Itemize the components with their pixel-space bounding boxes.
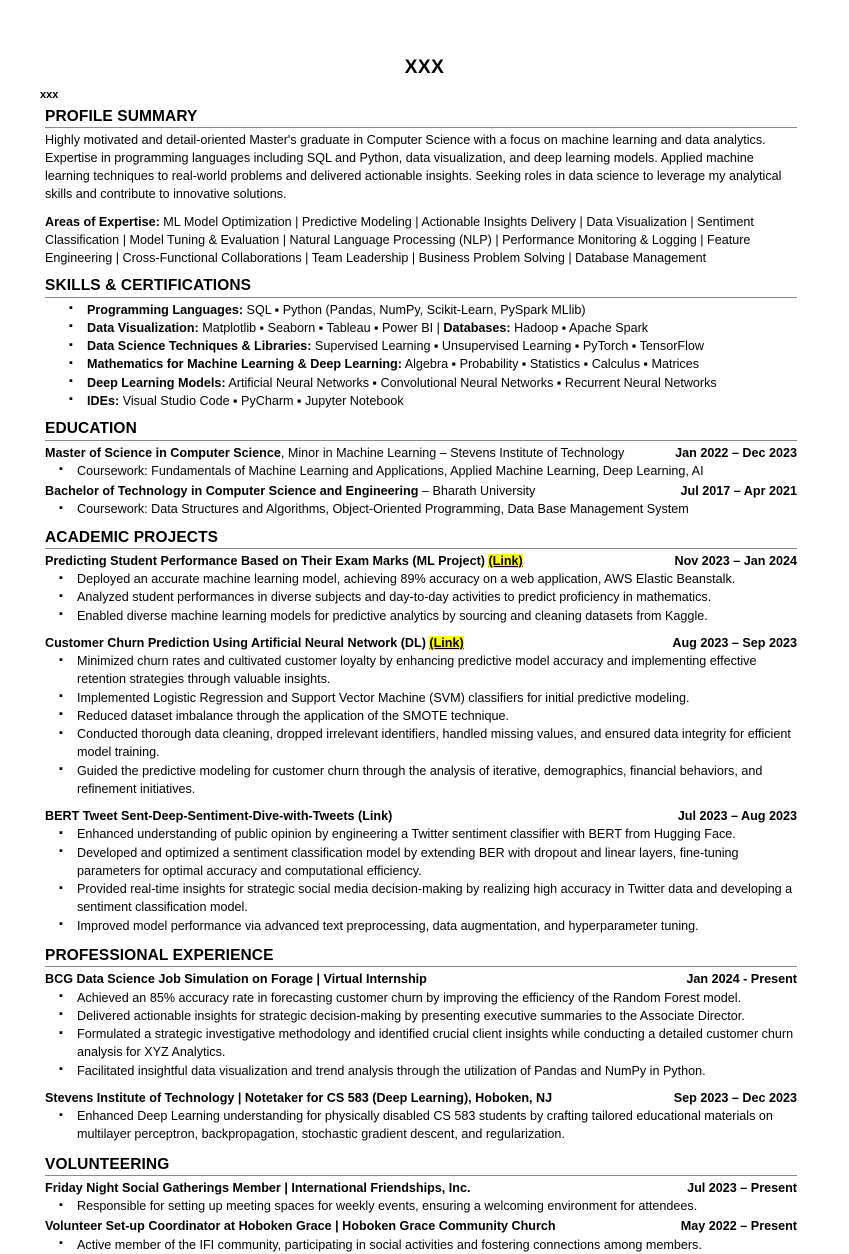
- list-item: [45, 374, 797, 392]
- list-item: ▪ Responsible for setting up meeting spaces for weekly events, ensuring a welcoming environment for attendees.: [45, 1197, 797, 1215]
- volunteering-bullets: [45, 1236, 797, 1254]
- skill-value: Supervised Learning ▪ Unsupervised Learning ▪ PyTorch ▪ TensorFlow: [311, 339, 705, 354]
- skill-label: Deep Learning Models:: [87, 375, 226, 390]
- list-item: ▪ Analyzed student performances in diverse subjects and day-to-day activities to predict proficiency in mathematics.: [45, 588, 797, 606]
- skill-label: Data Science Techniques & Libraries:: [87, 339, 312, 354]
- volunteering-title: Volunteer Set-up Coordinator at Hoboken Grace | Hoboken Grace Community Church: [45, 1219, 556, 1234]
- section-heading-education: EDUCATION: [45, 419, 797, 440]
- experience-entry: [45, 970, 797, 1080]
- education-entry: [45, 482, 797, 519]
- experience-bullets: [45, 989, 797, 1080]
- project-entry: [45, 807, 797, 935]
- project-date: Nov 2023 – Jan 2024: [674, 553, 797, 568]
- experience-bullets: [45, 1107, 797, 1144]
- skill-label: Data Visualization:: [87, 320, 199, 335]
- project-bullets: [45, 825, 797, 935]
- project-title: [45, 552, 664, 570]
- education-entry: [45, 444, 797, 481]
- list-item: ▪ Guided the predictive modeling for customer churn through the analysis of iterative, demographics, financial behaviors, and refinement initiatives.: [45, 762, 797, 799]
- list-item: ▪ Formulated a strategic investigative methodology and identified crucial client insights while conducting a detailed customer churn analysis for XYZ Analytics.: [45, 1025, 797, 1062]
- entry-header: [45, 1089, 797, 1107]
- skill-value: Algebra ▪ Probability ▪ Statistics ▪ Calculus ▪ Matrices: [401, 357, 700, 372]
- list-item: [45, 392, 797, 410]
- project-bullets: [45, 570, 797, 625]
- list-item: ▪ Developed and optimized a sentiment classification model by extending BER with dropout and linear layers, fine-tuning parameters for optimal accuracy and computational efficiency.: [45, 844, 797, 881]
- entry-header: [45, 634, 797, 652]
- entry-header: [45, 552, 797, 570]
- contact-line: xxx: [40, 88, 59, 101]
- section-education: [45, 419, 797, 518]
- education-date: Jul 2017 – Apr 2021: [680, 484, 797, 499]
- skill-value: Matplotlib ▪ Seaborn ▪ Tableau ▪ Power BI |: [198, 320, 444, 335]
- volunteering-title: Friday Night Social Gatherings Member | International Friendships, Inc.: [45, 1180, 471, 1195]
- project-link[interactable]: [429, 636, 463, 650]
- list-item: ▪ Active member of the IFI community, participating in social activities and fostering connections among members.: [45, 1236, 797, 1254]
- project-link[interactable]: [488, 554, 522, 568]
- degree-name: Bachelor of Technology in Computer Science and Engineering: [45, 484, 419, 499]
- skills-list: [45, 301, 797, 411]
- list-item: [45, 301, 797, 319]
- resume-body: [0, 107, 849, 1254]
- project-entry: [45, 552, 797, 625]
- list-item: ▪ Deployed an accurate machine learning model, achieving 89% accuracy on a web application, AWS Elastic Beanstalk.: [45, 570, 797, 588]
- project-entry: [45, 634, 797, 798]
- skill-value-secondary: Hadoop ▪ Apache Spark: [510, 320, 649, 335]
- list-item: ▪ Reduced dataset imbalance through the application of the SMOTE technique.: [45, 707, 797, 725]
- list-item: ▪ Coursework: Data Structures and Algorithms, Object-Oriented Programming, Data Base Management System: [45, 500, 797, 518]
- skill-label: IDEs:: [87, 393, 120, 408]
- candidate-name: XXX: [404, 57, 445, 78]
- project-name: Predicting Student Performance Based on Their Exam Marks (ML Project): [45, 553, 489, 568]
- volunteering-entry: [45, 1217, 797, 1254]
- skill-label: Programming Languages:: [87, 302, 244, 317]
- list-item: ▪ Enhanced understanding of public opinion by engineering a Twitter sentiment classifier with BERT from Hugging Face.: [45, 825, 797, 843]
- section-profile-summary: [45, 107, 797, 267]
- list-item: ▪ Implemented Logistic Regression and Support Vector Machine (SVM) classifiers for initial predictive modeling.: [45, 689, 797, 707]
- section-heading-skills: SKILLS & CERTIFICATIONS: [45, 276, 797, 297]
- education-date: Jan 2022 – Dec 2023: [675, 445, 797, 460]
- list-item: ▪ Coursework: Fundamentals of Machine Learning and Applications, Applied Machine Learning, Deep Learning, AI: [45, 462, 797, 480]
- degree-detail: , Minor in Machine Learning – Stevens Institute of Technology: [280, 445, 625, 460]
- project-link-text: (Link): [488, 553, 523, 568]
- education-degree: [45, 444, 665, 462]
- project-link-text: (Link): [429, 635, 464, 650]
- profile-summary-text: Highly motivated and detail-oriented Master's graduate in Computer Science with a focus on machine learning and data analytics. Expertise in programming languages including SQL and Python, data visualization, and deep learning models. Applied machine learning techniques to real-world problems and delivered actionable insights. Seeking roles in data science to leverage my analytical skills and contribute to innovative solutions.: [45, 133, 782, 202]
- list-item: ▪ Enabled diverse machine learning models for predictive analytics by sourcing and cleaning datasets from Kaggle.: [45, 607, 797, 625]
- entry-header: [45, 444, 797, 462]
- education-bullets: [45, 462, 797, 480]
- list-item: ▪ Conducted thorough data cleaning, dropped irrelevant identifiers, handled missing values, and ensured data integrity for efficient model training.: [45, 725, 797, 762]
- education-degree: [45, 482, 671, 500]
- section-academic-projects: [45, 528, 797, 935]
- project-date: Jul 2023 – Aug 2023: [677, 809, 797, 824]
- areas-of-expertise-label: Areas of Expertise:: [45, 215, 160, 230]
- project-title: [45, 634, 662, 652]
- project-name: BERT Tweet Sent-Deep-Sentiment-Dive-with-Tweets: [45, 809, 359, 824]
- section-professional-experience: [45, 946, 797, 1144]
- education-bullets: [45, 500, 797, 518]
- list-item: ▪ Facilitated insightful data visualization and trend analysis through the utilization of Pandas and NumPy in Python.: [45, 1062, 797, 1080]
- project-name: Customer Churn Prediction Using Artificial Neural Network (DL): [45, 635, 430, 650]
- experience-title: Stevens Institute of Technology | Notetaker for CS 583 (Deep Learning), Hoboken, NJ: [45, 1090, 553, 1105]
- experience-title: BCG Data Science Job Simulation on Forage | Virtual Internship: [45, 972, 427, 987]
- list-item: ▪ Delivered actionable insights for strategic decision-making by presenting executive summaries to the Associate Director.: [45, 1007, 797, 1025]
- list-item: [45, 355, 797, 373]
- list-item: ▪ Provided real-time insights for strategic social media decision-making by realizing high accuracy in Twitter data and developing a sentiment classification model.: [45, 880, 797, 917]
- skill-label-secondary: Databases:: [443, 320, 511, 335]
- project-title: [45, 807, 668, 825]
- areas-of-expertise-value: ML Model Optimization | Predictive Modeling | Actionable Insights Delivery | Data Visualization | Sentiment Classification | Model Tuning & Evaluation | Natural Language Processing (NLP) | Performance Monitoring & Logging | Feature Engineering | Cross-Functional Collaborations | Team Leadership | Business Problem Solving | Database Management: [45, 215, 754, 266]
- volunteering-date: Jul 2023 – Present: [687, 1180, 797, 1195]
- volunteering-entry: [45, 1179, 797, 1216]
- project-date: Aug 2023 – Sep 2023: [672, 635, 797, 650]
- section-heading-volunteering: VOLUNTEERING: [45, 1155, 797, 1176]
- section-heading-projects: ACADEMIC PROJECTS: [45, 528, 797, 549]
- entry-header: [45, 970, 797, 988]
- entry-header: [45, 1179, 797, 1197]
- degree-detail: – Bharath University: [418, 484, 536, 499]
- entry-header: [45, 482, 797, 500]
- list-item: [45, 337, 797, 355]
- section-skills-certifications: [45, 276, 797, 410]
- skill-value: SQL ▪ Python (Pandas, NumPy, Scikit-Learn, PySpark MLlib): [243, 302, 586, 317]
- experience-date: Jan 2024 - Present: [686, 972, 797, 987]
- list-item: [45, 319, 797, 337]
- list-item: ▪ Minimized churn rates and cultivated customer loyalty by enhancing predictive model accuracy and implementing effective retention strategies through valuable insights.: [45, 652, 797, 689]
- list-item: ▪ Achieved an 85% accuracy rate in forecasting customer churn by improving the efficiency of the Random Forest model.: [45, 989, 797, 1007]
- entry-header: [45, 1217, 797, 1235]
- project-bullets: [45, 652, 797, 798]
- section-volunteering: [45, 1155, 797, 1254]
- skill-label: Mathematics for Machine Learning & Deep Learning:: [87, 357, 402, 372]
- skill-value: Visual Studio Code ▪ PyCharm ▪ Jupyter Notebook: [119, 393, 404, 408]
- degree-name: Master of Science in Computer Science: [45, 445, 281, 460]
- volunteering-date: May 2022 – Present: [680, 1219, 797, 1234]
- areas-of-expertise: [45, 213, 797, 267]
- section-heading-profile: PROFILE SUMMARY: [45, 107, 797, 128]
- list-item: ▪ Improved model performance via advanced text preprocessing, data augmentation, and hyperparameter tuning.: [45, 917, 797, 935]
- experience-entry: [45, 1089, 797, 1144]
- section-heading-experience: PROFESSIONAL EXPERIENCE: [45, 946, 797, 967]
- experience-date: Sep 2023 – Dec 2023: [673, 1090, 797, 1105]
- list-item: ▪ Enhanced Deep Learning understanding for physically disabled CS 583 students by crafting tailored educational materials on multilayer perceptron, backpropagation, stochastic gradient descent, and regularization.: [45, 1107, 797, 1144]
- project-link[interactable]: (Link): [358, 809, 393, 824]
- skill-value: Artificial Neural Networks ▪ Convolutional Neural Networks ▪ Recurrent Neural Networks: [225, 375, 717, 390]
- entry-header: [45, 807, 797, 825]
